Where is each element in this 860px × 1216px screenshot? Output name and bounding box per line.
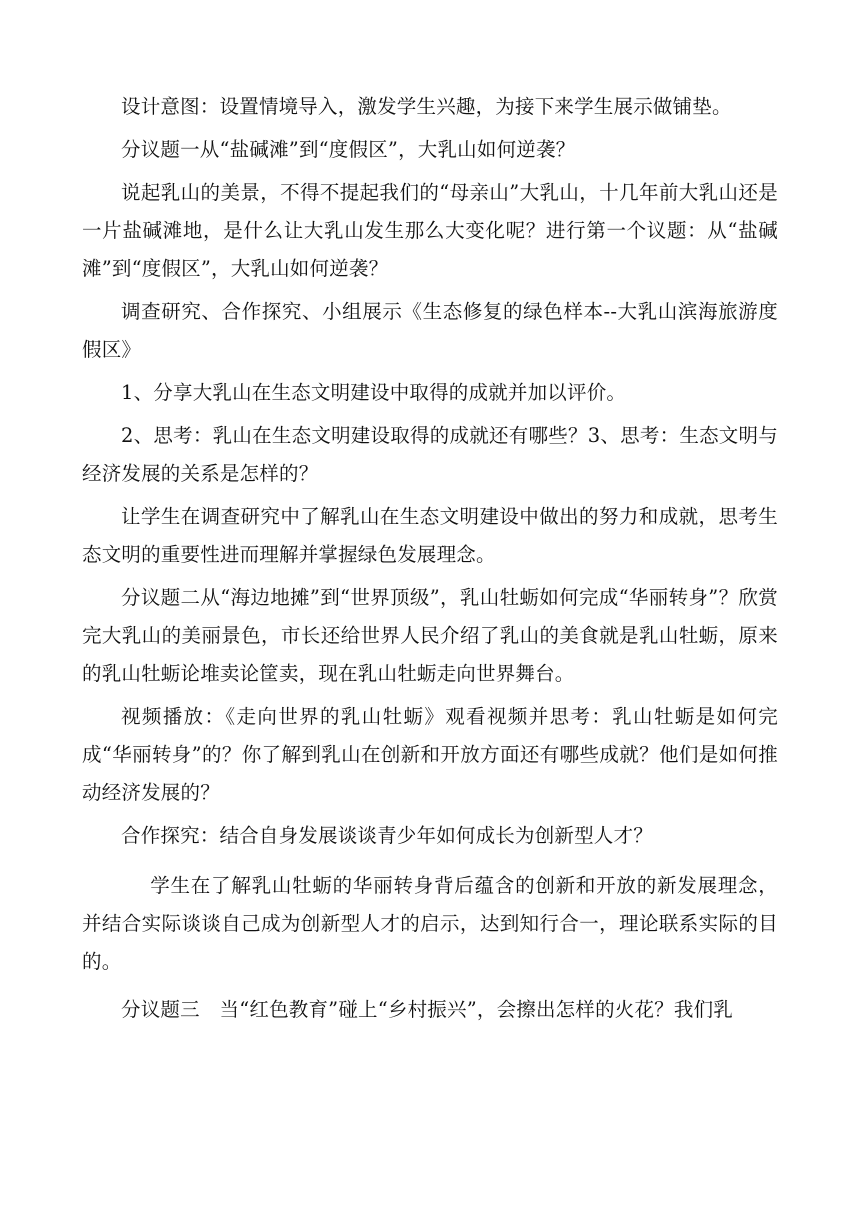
paragraph-task-2-3: 2、思考：乳山在生态文明建设取得的成就还有哪些？3、思考：生态文明与经济发展的关系是怎样的？ bbox=[82, 424, 778, 485]
paragraph-group-showcase: 调查研究、合作探究、小组展示《生态修复的绿色样本--大乳山滨海旅游度假区》 bbox=[82, 300, 778, 361]
paragraph-sub-topic-2-intent: 学生在了解乳山牡蛎的华丽转身背后蕴含的创新和开放的新发展理念，并结合实际谈谈自己成为创新型人才的启示，达到知行合一，理论联系实际的目的。 bbox=[82, 874, 778, 973]
paragraph-sub-topic-2: 分议题二从“海边地摊”到“世界顶级”，乳山牡蛎如何完成“华丽转身”？欣赏完大乳山的美丽景色，市长还给世界人民介绍了乳山的美食就是乳山牡蛎，原来的乳山牡蛎论堆卖论筐卖，现在乳山牡蛎走向世界舞台。 bbox=[82, 586, 778, 685]
paragraph-sub-topic-1-intent: 让学生在调查研究中了解乳山在生态文明建设中做出的努力和成就，思考生态文明的重要性进而理解并掌握绿色发展理念。 bbox=[82, 505, 778, 566]
paragraph-design-intent: 设计意图：设置情境导入，激发学生兴趣，为接下来学生展示做铺垫。 bbox=[121, 95, 732, 118]
paragraph-sub-topic-1-intro: 说起乳山的美景，不得不提起我们的“母亲山”大乳山，十几年前大乳山还是一片盐碱滩地，是什么让大乳山发生那么大变化呢？进行第一个议题：从“盐碱滩”到“度假区”，大乳山如何逆袭？ bbox=[82, 181, 778, 280]
paragraph-cooperation: 合作探究：结合自身发展谈谈青少年如何成长为创新型人才？ bbox=[121, 824, 653, 847]
document-body bbox=[82, 88, 778, 1034]
paragraph-video: 视频播放：《走向世界的乳山牡蛎》观看视频并思考：乳山牡蛎是如何完成“华丽转身”的？你了解到乳山在创新和开放方面还有哪些成就？他们是如何推动经济发展的？ bbox=[82, 705, 778, 804]
paragraph-sub-topic-3: 分议题三 当“红色教育”碰上“乡村振兴”，会擦出怎样的火花？我们乳 bbox=[121, 998, 733, 1021]
paragraph-sub-topic-1-title: 分议题一从“盐碱滩”到“度假区”，大乳山如何逆袭？ bbox=[121, 138, 576, 161]
paragraph-task-1: 1、分享大乳山在生态文明建设中取得的成就并加以评价。 bbox=[121, 381, 627, 404]
